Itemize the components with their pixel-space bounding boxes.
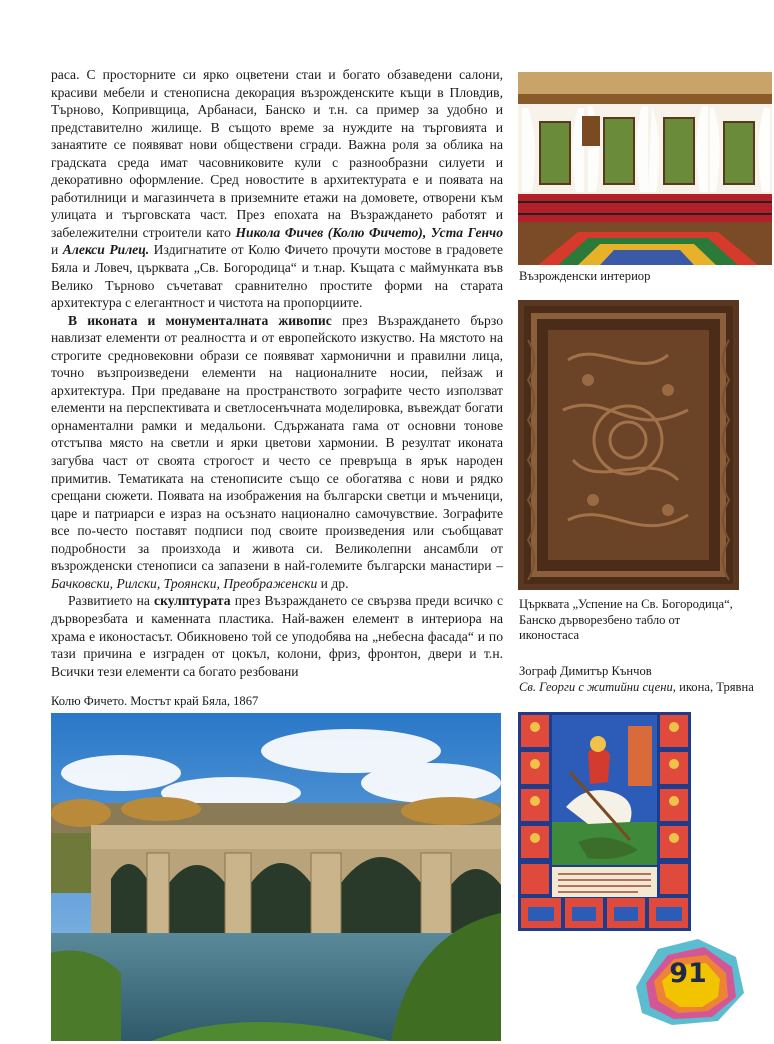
- monasteries-list: Бачковски, Рилски, Троянски, Преображенски: [51, 575, 318, 591]
- paragraph-heading: скулптурата: [154, 593, 231, 609]
- bridge-caption: Колю Фичето. Мостът край Бяла, 1867: [51, 694, 259, 708]
- body-text: [51, 66, 503, 680]
- paragraph-architecture: [51, 66, 503, 312]
- icon-caption-rest: , икона, Трявна: [672, 679, 754, 694]
- interior-caption: Възрожденски интериор: [519, 269, 651, 283]
- icon-caption: [519, 664, 759, 695]
- paragraph-text: през Възраждането бързо навлизат елементи от реалността и от европейското изкуство. На мястото на строгите средновековни образи се появяват хармонични и правилни лица, точно възпроизведени елементи на националните носии, пейзаж и архитектура. При предаване на пространството зографите често използват елементи на перспективата и светлосенъчната моделировка, въвеждат богати орнаментални рамки и медальони. Сдържаната гама от основни тонове отстъпва място на светли и ярки цветови хармонии. В резултат иконата загубва част от своята строгост и често се превръща в ярък народен примитив. Тематиката на стенописите също се обогатява с нови и рядко срещани сюжети. Появата на изображения на български светци и мъченици, царе и патриарси е израз на осъзнато национално самочувствие. Зографите все по-често поставят подписи под своите произведения или съобщават подробности за произхода и живота си. Великолепни ансамбли от възрожденски стенописи са запазени в най-големите български манастири –: [51, 312, 504, 574]
- woodcarving-photo: [518, 300, 739, 590]
- icon-photo: [518, 712, 691, 931]
- builder-name: Алекси Рилец.: [62, 242, 150, 258]
- interior-photo: [518, 72, 772, 265]
- paragraph-text: през Възраждането се свързва преди всичко с дърворезбата и каменната пластика. Най-важен елемент в интериора на храма е иконостасът. Обикновено той се уподобява на „небесна фасада“ и по тази причина е изграден от цокъл, колони, фриз, фронтон, двери и т.н. Всички тези елементи са богато резбовани: [51, 593, 503, 679]
- paragraph-text: Издигнатите от Колю Фичето прочути мостове в градовете Бяла и Ловеч, църквата „Св. Богородица“ и т.нар. Къщата с маймунката във Велико Търново съчетават сравнително простите форми на старата архитектура с елегантност и чистота на пропорциите.: [51, 242, 503, 311]
- icon-title: Св. Георги с житийни сцени: [519, 679, 673, 694]
- paragraph-text: и: [51, 242, 63, 258]
- paragraph-text: Развитието на: [68, 593, 155, 609]
- builders-names: Никола Фичев (Колю Фичето), Уста Генчо: [235, 224, 503, 240]
- paragraph-text: и др.: [317, 575, 349, 591]
- woodcarving-caption: Църквата „Успение на Св. Богородица“, Банско дърворезбено табло от иконостаса: [519, 597, 733, 642]
- bridge-photo: [51, 713, 501, 1041]
- paragraph-heading: В иконата и монументалната живопис: [68, 312, 332, 328]
- paragraph-painting: [51, 312, 503, 593]
- paragraph-text: раса. С просторните си ярко оцветени стаи и богато обзаведени салони, красиви мебели и стенописна декорация възрожденските къщи в Пловдив, Търново, Копривщица, Арбанаси, Банско и т.н. са пример за удобно и представително жилище. В същото време за нуждите на търговията и занаятите се появяват нови обществени сгради. Важна роля за облика на градската среда имат часовниковите кули с разнообразни силуети и декоративно оформление. Сред новостите в архитектурата е и появата на работилници и магазинчета в приземните етажи на домовете, отворени към улицата и търговската част. През епохата на Възраждането работят и забележителни строители като: [51, 67, 503, 240]
- icon-author: Зограф Димитър Кънчов: [519, 664, 652, 678]
- page-number: 91: [669, 958, 707, 989]
- paragraph-sculpture: [51, 592, 503, 680]
